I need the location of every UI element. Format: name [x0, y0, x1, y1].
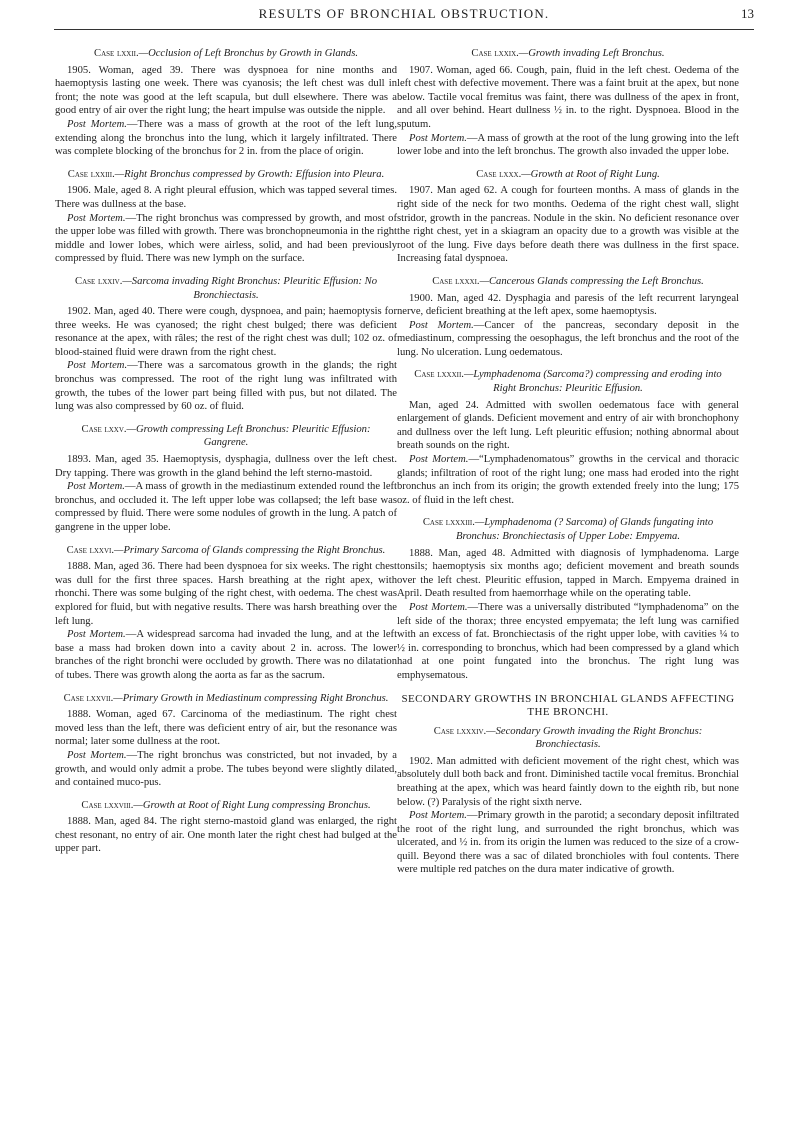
paragraph-text: 1888. Man, aged 36. There had been dyspnoea for six weeks. The right chest was dull for the first three spaces. Harsh breathing at the right apex, with rhonchi. There was some bulging of the right chest, with oedema. The chest was explored for fluid, but with negative results. There was harsh breathing over the left lung.: [55, 561, 397, 627]
case-heading: —Growth at Root of Right Lung.: [521, 168, 660, 180]
case-report: [55, 168, 397, 266]
case-paragraph: [55, 560, 397, 628]
paragraph-text: 1888. Man, aged 84. The right sterno-mastoid gland was enlarged, the right chest resonant, no entry of air. One month later the right chest had bulged at the upper part.: [55, 816, 397, 855]
case-heading: —Cancerous Glands compressing the Left Bronchus.: [479, 275, 704, 287]
case-report: [55, 47, 397, 159]
case-paragraph: [397, 453, 739, 507]
case-heading: —Growth at Root of Right Lung compressing Bronchus.: [133, 799, 371, 811]
post-mortem-lead: Post Mortem.: [67, 481, 125, 493]
case-label: Case lxxx.: [476, 168, 522, 180]
post-mortem-lead: Post Mortem.: [67, 118, 127, 130]
case-heading: —Occlusion of Left Bronchus by Growth in Glands.: [138, 48, 358, 59]
case-heading: —Lymphadenoma (? Sarcoma) of Glands fungating into Bronchus: Bronchiectasis of Upper Lobe: Empyema.: [456, 517, 714, 542]
paragraph-text: —The right bronchus was constricted, but not invaded, by a growth, and would only admit a probe. The tubes beyond were slightly dilated, and contained muco-pus.: [55, 749, 397, 789]
case-label: Case lxxix.: [471, 48, 519, 59]
case-label: Case lxxxii.: [414, 369, 464, 381]
page-number: 13: [741, 6, 754, 21]
paragraph-text: —Primary growth in the parotid; a secondary deposit infiltrated the root of the right lung, and surrounded the right bronchus, which was ulcerated, and ½ in. from its origin the lumen was reduced to the size of a crow-quill. Beyond there was a sac of dilated bronchioles with foul contents. There were multiple red patches on the dura mater indicative of growth.: [397, 810, 739, 876]
case-label: Case lxxv.: [81, 423, 127, 435]
case-paragraph: [397, 755, 739, 809]
running-title: RESULTS OF BRONCHIAL OBSTRUCTION.: [258, 6, 550, 21]
case-report: [397, 516, 739, 682]
case-heading: —Sarcoma invading Right Bronchus: Pleuritic Effusion: No Bronchiectasis.: [122, 275, 377, 301]
case-paragraph: [397, 601, 739, 683]
paragraph-text: 1906. Male, aged 8. A right pleural effusion, which was tapped several times. There was dullness at the base.: [55, 185, 397, 210]
paragraph-text: —Cancer of the pancreas, secondary deposit in the mediastinum, compressing the oesophagus, the left bronchus and the root of the lung. No ulceration. Lung oedematous.: [397, 319, 739, 358]
case-paragraph: [55, 184, 397, 211]
case-paragraph: [55, 359, 397, 413]
paragraph-text: —The right bronchus was compressed by growth, and most of the upper lobe was filled with growth. There was bronchopneumonia in the right middle and lower lobes, which were airless, solid, and had been previously compressed by fluid. There was new lymph on the surface.: [55, 212, 397, 265]
page-header: [54, 6, 754, 28]
case-label: Case lxxxiii.: [422, 517, 475, 529]
case-label: Case lxxiii.: [67, 168, 115, 180]
case-title: [405, 516, 731, 543]
case-paragraph: [397, 184, 739, 266]
case-paragraph: [397, 547, 739, 601]
post-mortem-lead: Post Mortem.: [67, 629, 126, 641]
case-report: [397, 168, 739, 266]
case-label: Case lxxii.: [94, 48, 139, 59]
case-report: [397, 275, 739, 360]
paragraph-text: 1893. Man, aged 35. Haemoptysis, dysphagia, dullness over the left chest. Dry tapping. There was growth in the gland behind the left sterno-mastoid.: [55, 454, 397, 479]
case-paragraph: [55, 212, 397, 266]
case-title: [63, 275, 389, 302]
case-paragraph: [397, 132, 739, 159]
case-heading: —Primary Growth in Mediastinum compressing Right Bronchus.: [113, 692, 389, 704]
case-paragraph: [55, 628, 397, 682]
case-label: Case lxxiv.: [75, 275, 123, 287]
case-label: Case lxxvi.: [66, 544, 115, 556]
case-paragraph: [397, 64, 739, 132]
case-paragraph: [397, 319, 739, 360]
post-mortem-lead: Post Mortem.: [409, 810, 467, 822]
post-mortem-lead: Post Mortem.: [409, 319, 474, 331]
case-label: Case lxxxi.: [432, 275, 480, 287]
case-report: [397, 725, 739, 878]
paragraph-text: —There was a universally distributed “lymphadenoma” on the left side of the thorax; three encysted empyemata; the left lung was carnified with an excess of fat. Bronchiectasis of the right upper lobe, with cavities ¼ to ½ in. corresponding to bronchus, which had been compressed by a gland which had at one point fungated into the bronchus. The right lung was emphysematous.: [397, 601, 739, 681]
case-report: [397, 368, 739, 507]
post-mortem-lead: Post Mortem.: [409, 601, 468, 613]
case-title: [63, 544, 389, 558]
case-label: Case lxxxiv.: [433, 725, 487, 737]
case-paragraph: [55, 305, 397, 359]
case-title: [405, 725, 731, 752]
case-title: [405, 168, 731, 182]
case-paragraph: [397, 399, 739, 453]
post-mortem-lead: Post Mortem.: [67, 749, 127, 761]
paragraph-text: 1888. Man, aged 48. Admitted with diagnosis of lymphadenoma. Large tonsils; haemoptysis six months ago; deficient movement and breath sounds over the left chest. Pleuritic effusion, tapped in March. Empyema drained in April. Death resulted from haemorrhage while on the operating table.: [397, 547, 739, 600]
case-paragraph: [55, 64, 397, 118]
case-title: [405, 275, 731, 289]
case-paragraph: [55, 708, 397, 749]
post-mortem-lead: Post Mortem.: [67, 212, 126, 224]
case-paragraph: [55, 815, 397, 856]
section-heading: SECONDARY GROWTHS IN BRONCHIAL GLANDS AFFECTING THE BRONCHI.: [401, 692, 735, 718]
paragraph-text: 1900. Man, aged 42. Dysphagia and paresis of the left recurrent laryngeal nerve, deficient breathing at the left apex, some haemoptysis.: [397, 292, 739, 318]
case-heading: —Primary Sarcoma of Glands compressing the Right Bronchus.: [114, 544, 386, 556]
case-heading: —Lymphadenoma (Sarcoma?) compressing and eroding into Right Bronchus: Pleuritic Effusion.: [463, 369, 722, 395]
case-paragraph: [55, 749, 397, 790]
case-report: [55, 423, 397, 535]
right-column-cases: [397, 47, 739, 683]
case-paragraph: [397, 292, 739, 319]
case-report: [397, 47, 739, 159]
paragraph-text: —“Lymphadenomatous” growths in the cervical and thoracic glands; infiltration of root of the right lung; one mass had eroded into the right bronchus an inch from its origin; the growth extended freely into the lung; 175 oz. of fluid in the left chest.: [397, 454, 739, 506]
paragraph-text: 1905. Woman, aged 39. There was dyspnoea for nine months and haemoptysis lasting one week. There was cyanosis; the left chest was dull in front; the note was good at the left scapula, but dull elsewhere. There was a good entry of air over the right lung; the heart impulse was outside the nipple.: [55, 64, 397, 117]
case-paragraph: [55, 118, 397, 159]
case-heading: —Growth compressing Left Bronchus: Pleuritic Effusion: Gangrene.: [126, 423, 371, 449]
case-heading: —Secondary Growth invading the Right Bronchus: Bronchiectasis.: [486, 725, 703, 751]
paragraph-text: —There was a mass of growth at the root of the left lung, extending along the bronchus into the lung, which it largely infiltrated. There was complete blocking of the bronchus for 2 in. from the place of origin.: [55, 118, 397, 158]
case-label: Case lxxviii.: [81, 799, 134, 811]
case-paragraph: [397, 809, 739, 877]
right-column: [397, 47, 739, 886]
case-title: [405, 368, 731, 395]
case-heading: —Growth invading Left Bronchus.: [518, 48, 665, 59]
case-report: [55, 275, 397, 414]
case-title: [405, 47, 731, 61]
case-title: [63, 692, 389, 706]
case-title: [63, 168, 389, 182]
paragraph-text: —A mass of growth in the mediastinum extended round the left bronchus, and occluded it. The left upper lobe was collapsed; the left base was compressed by fluid. There were some nodules of growth in the lung. A patch of gangrene in the upper lobe.: [55, 481, 397, 533]
paragraph-text: Man, aged 24. Admitted with swollen oedematous face with general enlargement of glands. Deficient movement and entry of air with bronchophony and dullness over the left lung. Left pleuritic effusion; nothing abnormal about breath sounds on the right.: [397, 399, 739, 452]
post-mortem-lead: Post Mortem.: [409, 454, 469, 466]
paragraph-text: 1907. Man aged 62. A cough for fourteen months. A mass of glands in the right side of the neck for two months. Oedema of the right chest wall, slight stridor, growth in the pancreas. Nodule in the skin. No deficient resonance over the right chest, yet in a skiagram an opacity due to a growth was visible at the root of the lung. Five days before death there was dullness in the first space. Increasing fatal dyspnoea.: [397, 185, 739, 265]
case-label: Case lxxvii.: [63, 692, 114, 704]
left-column: [55, 47, 397, 865]
paragraph-text: 1888. Woman, aged 67. Carcinoma of the mediastinum. The right chest moved less than the left, there was deficient entry of air, but the resonance was normal; later some dullness at the root.: [55, 709, 397, 748]
case-report: [55, 692, 397, 790]
right-column-section-cases: [397, 725, 739, 878]
paragraph-text: —A mass of growth at the root of the lung growing into the left lower lobe and into the left bronchus. The growth also invaded the upper lobe.: [397, 132, 740, 158]
paragraph-text: —A widespread sarcoma had invaded the lung, and at the left base a mass had broken down into a cavity about 2 in. across. The lower branches of the right bronchi were occluded by growth. There was no dilatation of tubes. There was growth along the aorta as far as the sacrum.: [55, 629, 398, 681]
paragraph-text: —There was a sarcomatous growth in the glands; the right bronchus was compressed. The root of the right lung was infiltrated with growth, the tubes of the lower part being filled with pus, but not dilated. The lung was also compressed by 60 oz. of fluid.: [55, 360, 397, 413]
case-heading: —Right Bronchus compressed by Growth: Effusion into Pleura.: [114, 168, 385, 180]
case-report: [55, 799, 397, 856]
paragraph-text: 1907. Woman, aged 66. Cough, pain, fluid in the left chest. Oedema of the left chest with defective movement. There was a faint bruit at the apex, but none below. Tactile vocal fremitus was faint, there was dullness of the apex in front, and all over behind. Heart dullness ½ in. to the right. Dyspnoea. Blood in the sputum.: [397, 64, 739, 130]
case-title: [63, 47, 389, 61]
paragraph-text: 1902. Man admitted with deficient movement of the right chest, which was absolutely dull both back and front. Diminished tactile vocal fremitus. Bronchial breathing at the apex, which was heard faintly down to the eighth rib, but none below. (?) Paralysis of the right sixth nerve.: [397, 755, 739, 808]
case-paragraph: [55, 480, 397, 534]
header-rule: [54, 29, 754, 30]
case-title: [63, 799, 389, 813]
case-title: [63, 423, 389, 450]
post-mortem-lead: Post Mortem.: [67, 360, 128, 372]
case-report: [55, 544, 397, 683]
post-mortem-lead: Post Mortem.: [409, 132, 467, 144]
case-paragraph: [55, 453, 397, 480]
paragraph-text: 1902. Man, aged 40. There were cough, dyspnoea, and pain; haemoptysis for three weeks. He was cyanosed; the right chest bulged; there was deficient resonance at the apex, with râles; the rest of the right chest was dull; 102 oz. of blood-stained fluid were drawn from the right chest.: [55, 306, 397, 358]
